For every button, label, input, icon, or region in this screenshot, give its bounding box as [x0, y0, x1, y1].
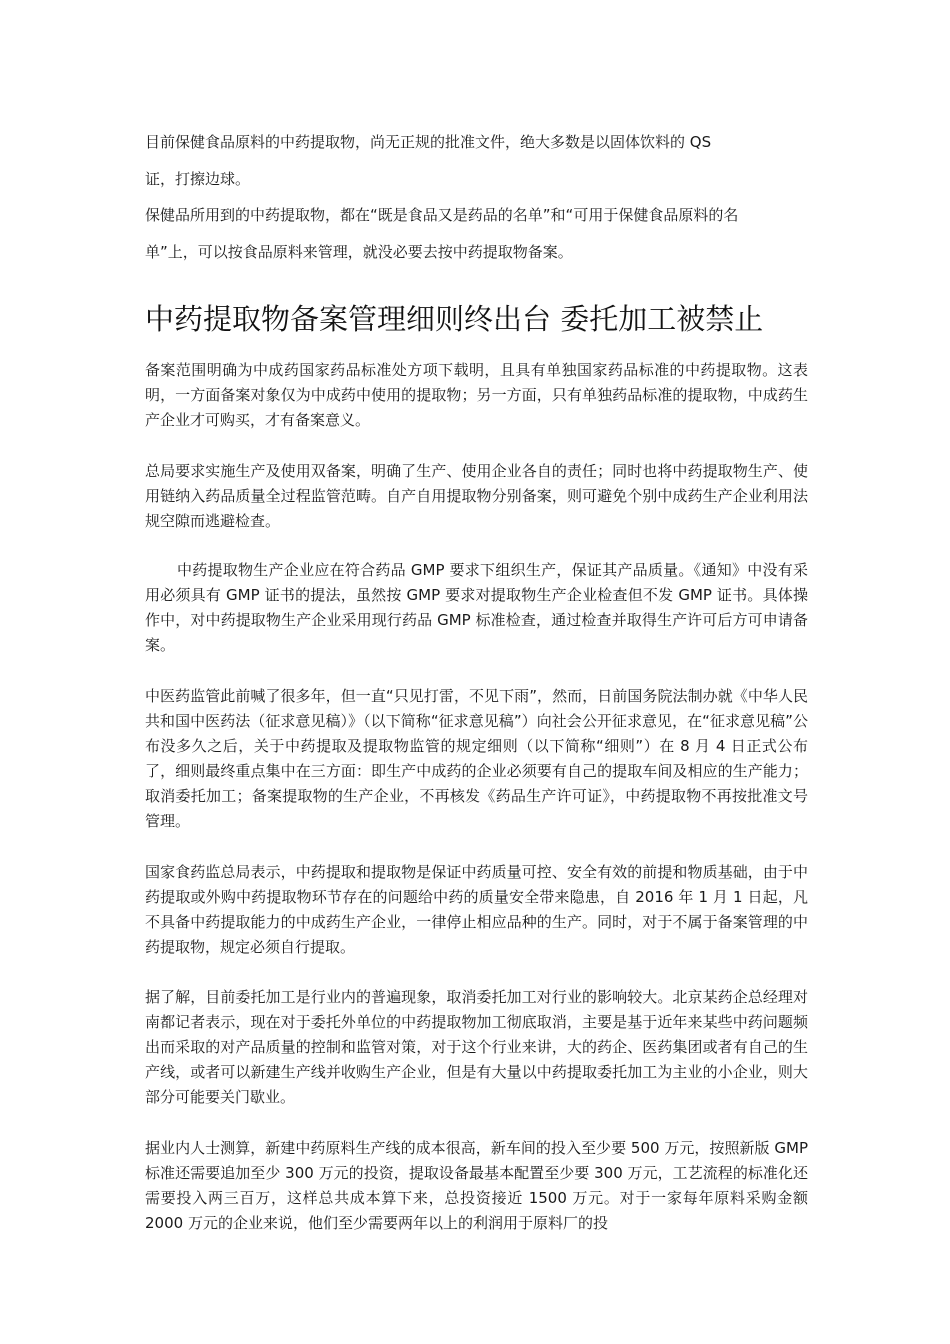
paragraph-5: 国家食药监总局表示，中药提取和提取物是保证中药质量可控、安全有效的前提和物质基础，由于中药提取或外购中药提取物环节存在的问题给中药的质量安全带来隐患，自 2016 年 1 月 1 日起，凡不具备中药提取能力的中成药生产企业，一律停止相应品种的生产。同时，对于不属于备案管理的中药提取物，规定必须自行提取。 — [145, 863, 808, 956]
intro-line-4: 单”上，可以按食品原料来管理，就没必要去按中药提取物备案。 — [145, 243, 573, 261]
article-title: 中药提取物备案管理细则终出台 委托加工被禁止 — [145, 302, 764, 336]
paragraph-1: 备案范围明确为中成药国家药品标准处方项下载明，且具有单独国家药品标准的中药提取物。这表明，一方面备案对象仅为中成药中使用的提取物；另一方面，只有单独药品标准的提取物，中成药生产企业才可购买，才有备案意义。 — [145, 361, 808, 429]
paragraph-7: 据业内人士测算，新建中药原料生产线的成本很高，新车间的投入至少要 500 万元，按照新版 GMP 标准还需要追加至少 300 万元的投资，提取设备最基本配置至少要 300 万元，工艺流程的标准化还需要投入两三百万，这样总共成本算下来，总投资接近 1500 万元。对于一家每年原料采购金额 2000 万元的企业来说，他们至少需要两年以上的利润用于原料厂的投 — [145, 1139, 808, 1232]
paragraph-2: 总局要求实施生产及使用双备案，明确了生产、使用企业各自的责任；同时也将中药提取物生产、使用链纳入药品质量全过程监管范畴。自产自用提取物分别备案，则可避免个别中成药生产企业利用法规空隙而逃避检查。 — [145, 462, 808, 530]
paragraph-3: 中药提取物生产企业应在符合药品 GMP 要求下组织生产，保证其产品质量。《通知》中没有采用必须具有 GMP 证书的提法，虽然按 GMP 要求对提取物生产企业检查但不发 GMP 证书。具体操作中，对中药提取物生产企业采用现行药品 GMP 标准检查，通过检查并取得生产许可后方可申请备案。 — [145, 561, 808, 654]
paragraph-4: 中医药监管此前喊了很多年，但一直“只见打雷，不见下雨”，然而，日前国务院法制办就《中华人民共和国中医药法（征求意见稿）》（以下简称“征求意见稿”）向社会公开征求意见，在“征求意见稿”公布没多久之后，关于中药提取及提取物监管的规定细则（以下简称“细则”）在 8 月 4 日正式公布了，细则最终重点集中在三方面：即生产中成药的企业必须要有自己的提取车间及相应的生产能力；取消委托加工；备案提取物的生产企业，不再核发《药品生产许可证》，中药提取物不再按批准文号管理。 — [145, 687, 808, 830]
intro-line-2: 证，打擦边球。 — [145, 170, 251, 188]
intro-line-3: 保健品所用到的中药提取物，都在“既是食品又是药品的名单”和“可用于保健食品原料的名 — [145, 206, 739, 224]
intro-line-1: 目前保健食品原料的中药提取物，尚无正规的批准文件，绝大多数是以固体饮料的 QS — [145, 133, 712, 151]
paragraph-6: 据了解，目前委托加工是行业内的普遍现象，取消委托加工对行业的影响较大。北京某药企总经理对南都记者表示，现在对于委托外单位的中药提取物加工彻底取消，主要是基于近年来某些中药问题频出而采取的对产品质量的控制和监管对策，对于这个行业来讲，大的药企、医药集团或者有自己的生产线，或者可以新建生产线并收购生产企业，但是有大量以中药提取委托加工为主业的小企业，则大部分可能要关门歇业。 — [145, 988, 808, 1106]
